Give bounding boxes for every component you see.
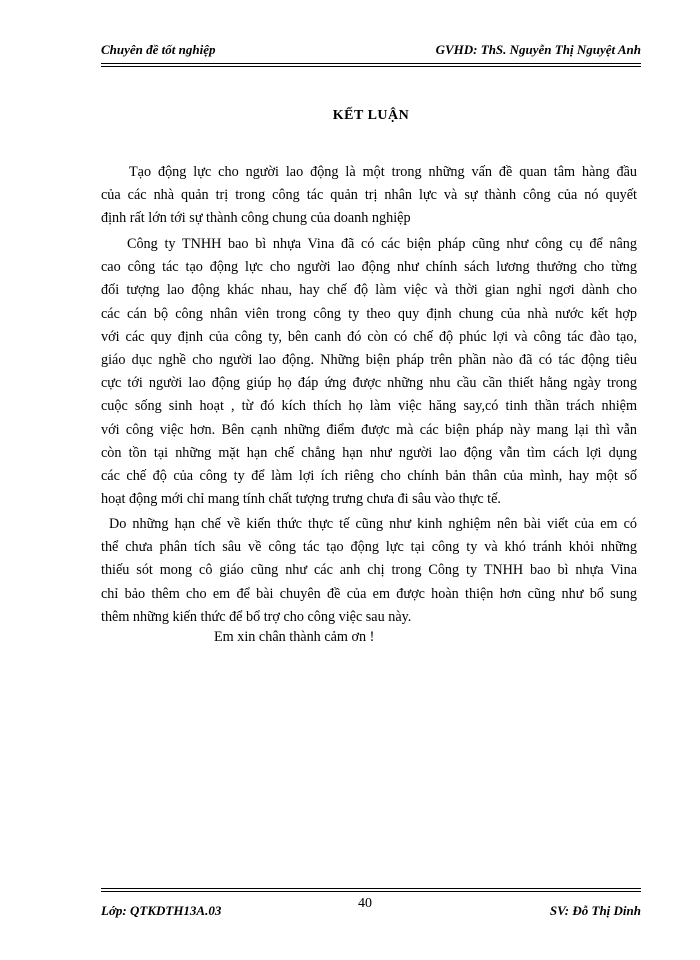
paragraph-line: định rất lớn tới sự thành công chung của doanh nghiệp [101,210,411,227]
page-title: KẾT LUẬN [332,108,410,123]
paragraph-line: với công việc hơn. Bên cạnh những điểm được mà các biện pháp này mang lại thì vẫn [101,421,637,438]
paragraph-line: cao công tác tạo động lực cho người lao động như chính sách lương thưởng cho từng [101,259,637,276]
closing-thanks: Em xin chân thành cảm ơn ! [214,629,375,645]
page-header [101,38,641,64]
footer-student: SV: Đỗ Thị Dinh [549,903,641,918]
footer-rule [101,888,641,892]
paragraph-line: còn tồn tại những mặt hạn chế chẳng hạn như người lao động vẫn tìm cách lợi dụng [101,444,637,461]
paragraph-2 [101,233,637,511]
page-footer [101,893,641,919]
paragraph-line: với các quy định của công ty, bên canh đó còn có chế độ phúc lợi và công tác đào tạo, [101,328,637,345]
paragraph-line: của các nhà quản trị trong công tác quản trị nhân lực và sự thành công của nó quyết [101,187,637,204]
paragraph-line: chỉ bảo thêm cho em để bài chuyên đề của em được hoàn thiện hơn cũng như bổ sung [101,585,637,602]
paragraph-line: các cán bộ công nhân viên trong công ty theo quy định chung của nhà nước kết hợp [101,305,637,322]
paragraph-1 [101,161,637,231]
footer-class: Lớp: QTKDTH13A.03 [101,903,222,918]
paragraph-line: các chế độ của công ty để làm lợi ích riêng cho chính bản thân của mình, hay một số [101,468,637,485]
header-document-type: Chuyên đề tốt nghiệp [101,42,216,57]
page-number: 40 [358,896,372,911]
paragraph-line: Do những hạn chế về kiến thức thực tế cũng như kinh nghiệm nên bài viết của em có [109,516,637,532]
header-rule [101,63,641,67]
paragraph-line: thiếu sót mong cô giáo cũng như các anh chị trong Công ty TNHH bao bì nhựa Vina [101,562,637,579]
paragraph-line: cuộc sống sinh hoạt , từ đó kích thích họ làm việc hăng say,có tinh thần trách nhiệm [101,398,637,415]
paragraph-line: hoạt động mới chỉ mang tính chất tượng trưng chưa đi sâu vào thực tế. [101,491,501,508]
paragraph-line: thêm những kiến thức để bổ trợ cho công việc sau này. [101,608,412,625]
header-supervisor: GVHD: ThS. Nguyễn Thị Nguyệt Anh [435,42,641,57]
paragraph-line: đối tượng lao động khác nhau, hay chế độ làm việc và thời gian nghỉ ngơi dành cho [101,282,637,299]
paragraph-line: Công ty TNHH bao bì nhựa Vina đã có các biện pháp cũng như công cụ để nâng [127,236,637,252]
paragraph-line: thể chưa phân tích sâu về công tác tạo động lực tại công ty và khó tránh khỏi những [101,539,637,556]
paragraph-line: giáo dục nghề cho người lao động. Những biện pháp trên phần nào đã có tác động tiêu [101,352,637,369]
paragraph-line: cực tới người lao động giúp họ đáp ứng được những nhu cầu cần thiết hằng ngày trong [101,375,637,392]
paragraph-3 [101,513,637,629]
paragraph-line: Tạo động lực cho người lao động là một trong những vấn đề quan tâm hàng đầu [129,164,637,180]
